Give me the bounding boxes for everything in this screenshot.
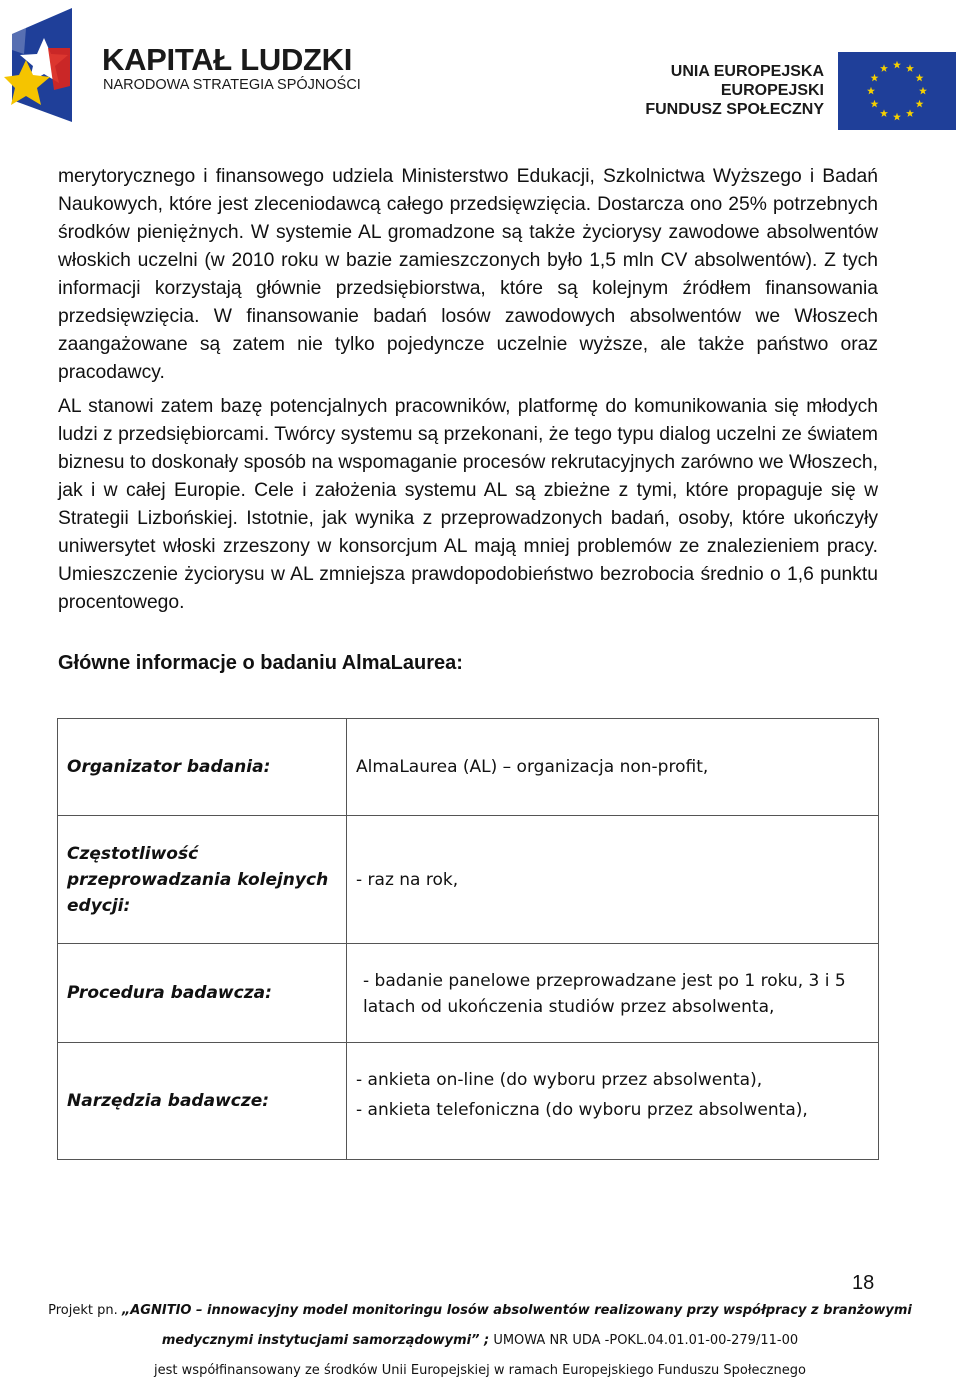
row-value-line: AlmaLaurea (AL) – organizacja non-profit, bbox=[356, 757, 709, 777]
kapital-ludzki-subtitle: NARODOWA STRATEGIA SPÓJNOŚCI bbox=[103, 77, 361, 93]
footer-contract-number: UMOWA NR UDA -POKL.04.01.01-00-279/11-00 bbox=[489, 1333, 799, 1348]
section-title: Główne informacje o badaniu AlmaLaurea: bbox=[58, 652, 463, 674]
footer-line-3: jest współfinansowany ze środków Unii Europejskiej w ramach Europejskiego Funduszu Społecznego bbox=[154, 1363, 806, 1378]
eu-label-line1: UNIA EUROPEJSKA bbox=[670, 63, 824, 80]
footer-project-title: „AGNITIO – innowacyjny model monitoringu losów absolwentów realizowany przy współpracy z branżowymi bbox=[121, 1303, 912, 1318]
row-value bbox=[347, 1043, 879, 1160]
table-row bbox=[58, 944, 879, 1043]
eu-label-line2: EUROPEJSKI bbox=[720, 82, 824, 99]
table-row bbox=[58, 1043, 879, 1160]
row-label: Narzędzia badawcze: bbox=[58, 1043, 347, 1160]
kapital-ludzki-title: KAPITAŁ LUDZKI bbox=[102, 42, 353, 77]
row-value bbox=[347, 816, 879, 944]
paragraph-1: merytorycznego i finansowego udziela Ministerstwo Edukacji, Szkolnictwa Wyższego i Badań Naukowych, które jest zleceniodawcą całego przedsięwzięcia. Dostarcza ono 25% potrzebnych środków pieniężnych. W systemie AL gromadzone są także życiorysy zawodowe absolwentów włoskich uczelni (w 2010 roku w bazie zamieszczonych było 1,5 mln CV absolwentów). Z tych informacji korzystają głównie przedsiębiorstwa, które są kolejnym źródłem finansowania przedsięwzięcia. W finansowanie badań losów zawodowych absolwentów we Włoszech zaangażowane są zatem nie tylko pojedyncze uczelnie wyższe, ale także państwo oraz pracodawcy. bbox=[58, 166, 878, 383]
paragraph-2: AL stanowi zatem bazę potencjalnych pracowników, platformę do komunikowania się młodych ludzi z przedsiębiorcami. Twórcy systemu są przekonani, że tego typu dialog uczelni ze światem biznesu to doskonały sposób na wspomaganie procesów rekrutacyjnych zarówno we Włoszech, jak i w całej Europie. Cele i założenia systemu AL są zbieżne z tymi, które propaguje się w Strategii Lizbońskiej. Istotnie, jak wynika z przeprowadzonych badań, osoby, które ukończyły uniwersytet włoski zrzeszony w konsorcjum AL mają mniej problemów ze znalezieniem pracy. Umieszczenie życiorysu w AL zmniejsza prawdopodobieństwo bezrobocia średnio o 1,6 punktu procentowego. bbox=[58, 396, 878, 613]
table-row bbox=[58, 816, 879, 944]
footer-project-title-cont: medycznymi instytucjami samorządowymi” ; bbox=[161, 1333, 490, 1348]
page-number: 18 bbox=[852, 1272, 875, 1294]
row-value-line: - badanie panelowe przeprowadzane jest po 1 roku, 3 i 5 latach od ukończenia studiów przez absolwenta, bbox=[363, 971, 846, 1017]
page-footer bbox=[0, 1296, 960, 1386]
study-info-table bbox=[57, 718, 879, 1160]
page-header bbox=[0, 0, 960, 140]
row-value-line: - ankieta on-line (do wyboru przez absolwenta), bbox=[356, 1070, 763, 1090]
row-value-line: - raz na rok, bbox=[356, 869, 459, 890]
eu-label-line3: FUNDUSZ SPOŁECZNY bbox=[645, 101, 824, 118]
eu-fund-label bbox=[645, 62, 824, 119]
kapital-ludzki-star-logo-icon bbox=[4, 4, 76, 122]
row-label: Organizator badania: bbox=[58, 719, 347, 816]
footer-line-2 bbox=[0, 1326, 960, 1356]
footer-line-1 bbox=[0, 1296, 960, 1326]
footer-project-prefix: Projekt pn. bbox=[48, 1303, 122, 1318]
table-row bbox=[58, 719, 879, 816]
row-label: Częstotliwość przeprowadzania kolejnych edycji: bbox=[58, 816, 347, 944]
row-label: Procedura badawcza: bbox=[58, 944, 347, 1043]
row-value bbox=[347, 719, 879, 816]
row-value-line: - ankieta telefoniczna (do wyboru przez absolwenta), bbox=[356, 1100, 808, 1120]
eu-flag-icon bbox=[838, 52, 956, 130]
body-text bbox=[58, 163, 878, 617]
row-value bbox=[347, 944, 879, 1043]
